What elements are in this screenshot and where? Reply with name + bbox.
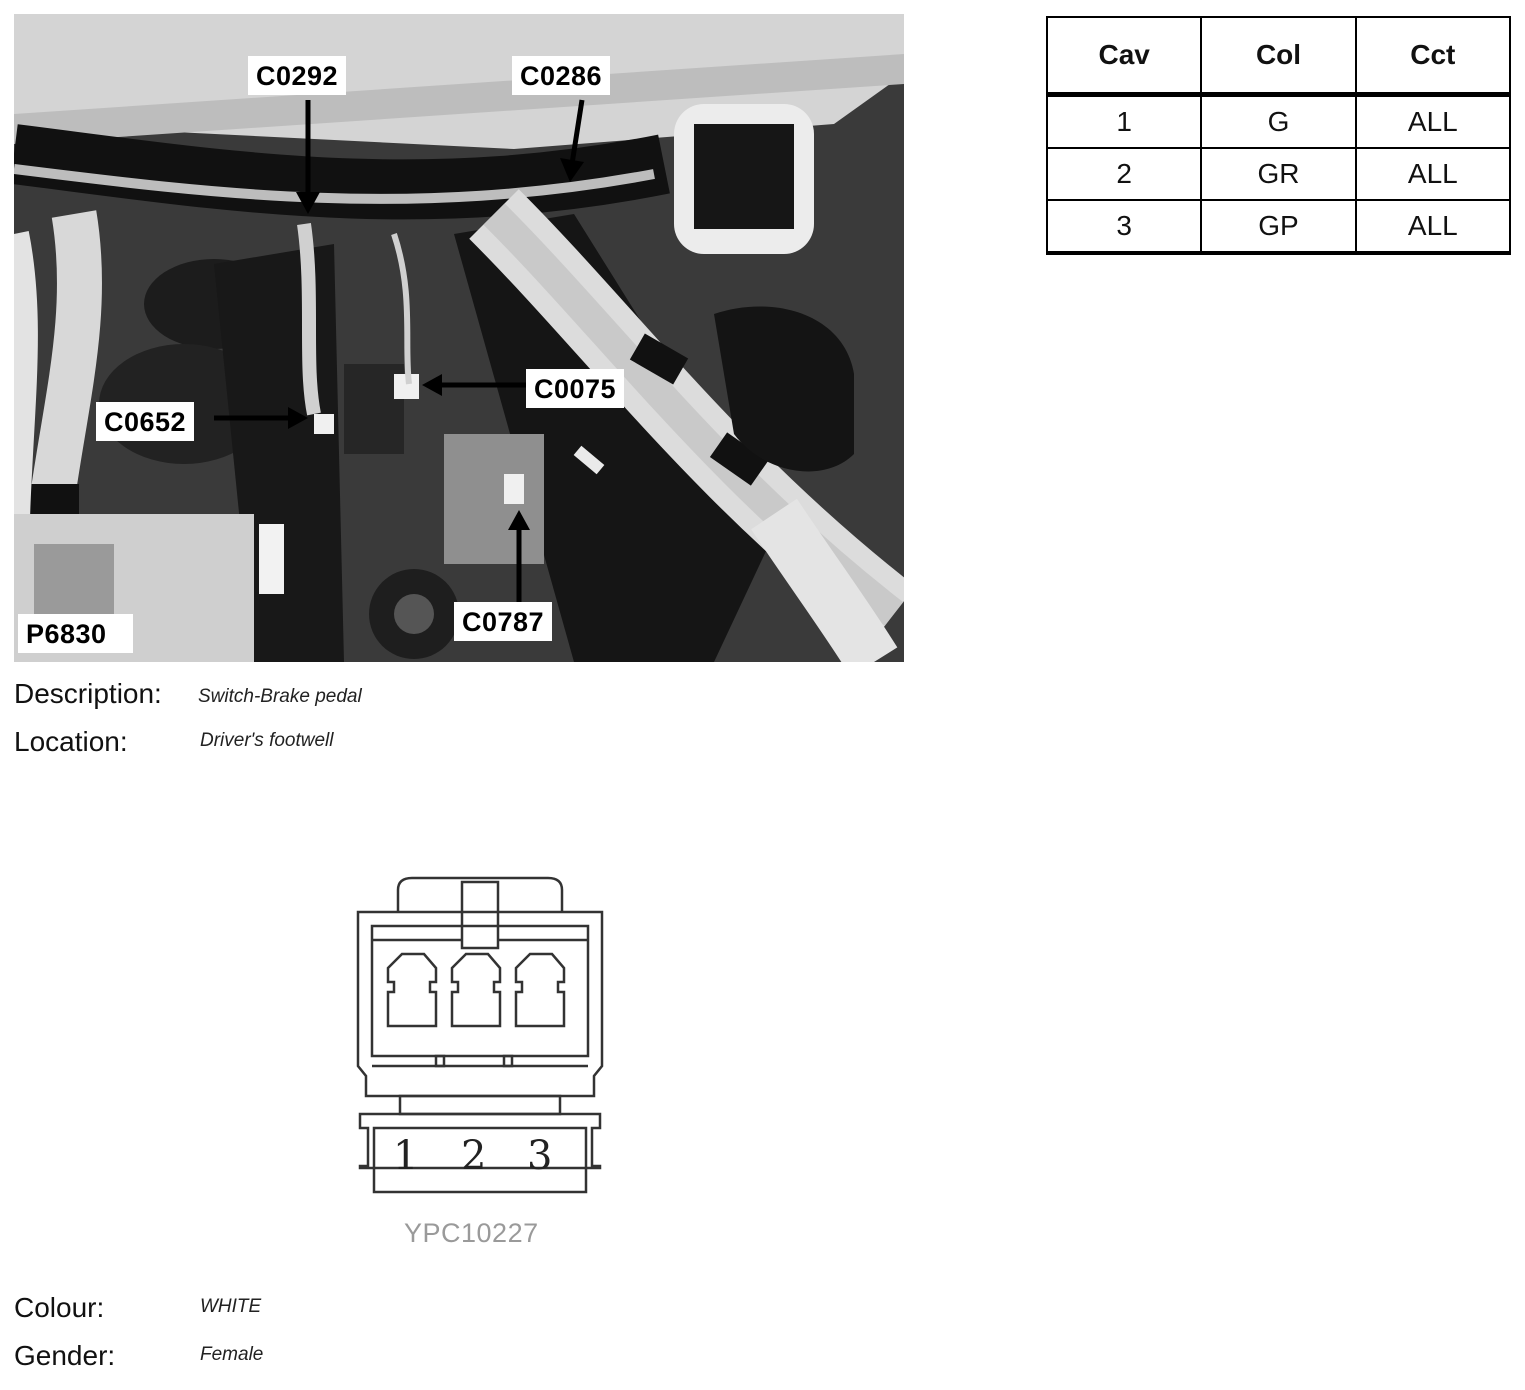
cell-cct: ALL [1356,95,1510,149]
cell-cct: ALL [1356,200,1510,253]
cell-col: GR [1201,148,1355,200]
callout-c0075: C0075 [526,369,624,408]
gender-value: Female [200,1344,264,1365]
callout-p6830: P6830 [18,614,133,653]
description-value: Switch-Brake pedal [198,686,362,707]
colour-value: WHITE [200,1296,262,1317]
description-label: Description: [14,678,162,709]
header-cav: Cav [1047,17,1201,95]
callout-c0652: C0652 [96,402,194,441]
location-photo [14,14,904,662]
callout-c0286: C0286 [512,56,610,95]
header-cct: Cct [1356,17,1510,95]
gender-label: Gender: [14,1340,116,1371]
pin-number-1: 1 [393,1133,419,1179]
cell-cct: ALL [1356,148,1510,200]
table-row [1047,95,1510,149]
cell-cav: 3 [1047,200,1201,253]
cavity-table [1046,16,1511,255]
pin-number-2: 2 [461,1133,487,1179]
photo-scene [14,14,904,662]
callout-c0292: C0292 [248,56,346,95]
table-header-row [1047,17,1510,95]
cell-cav: 1 [1047,95,1201,149]
callout-c0787: C0787 [454,602,552,641]
header-col: Col [1201,17,1355,95]
connector-part-number: YPC10227 [404,1218,539,1248]
table-row [1047,148,1510,200]
location-value: Driver's footwell [200,730,334,751]
table-row [1047,200,1510,253]
location-label: Location: [14,726,128,757]
cell-cav: 2 [1047,148,1201,200]
cell-col: G [1201,95,1355,149]
colour-label: Colour: [14,1292,105,1323]
pin-number-3: 3 [527,1133,553,1179]
cell-col: GP [1201,200,1355,253]
